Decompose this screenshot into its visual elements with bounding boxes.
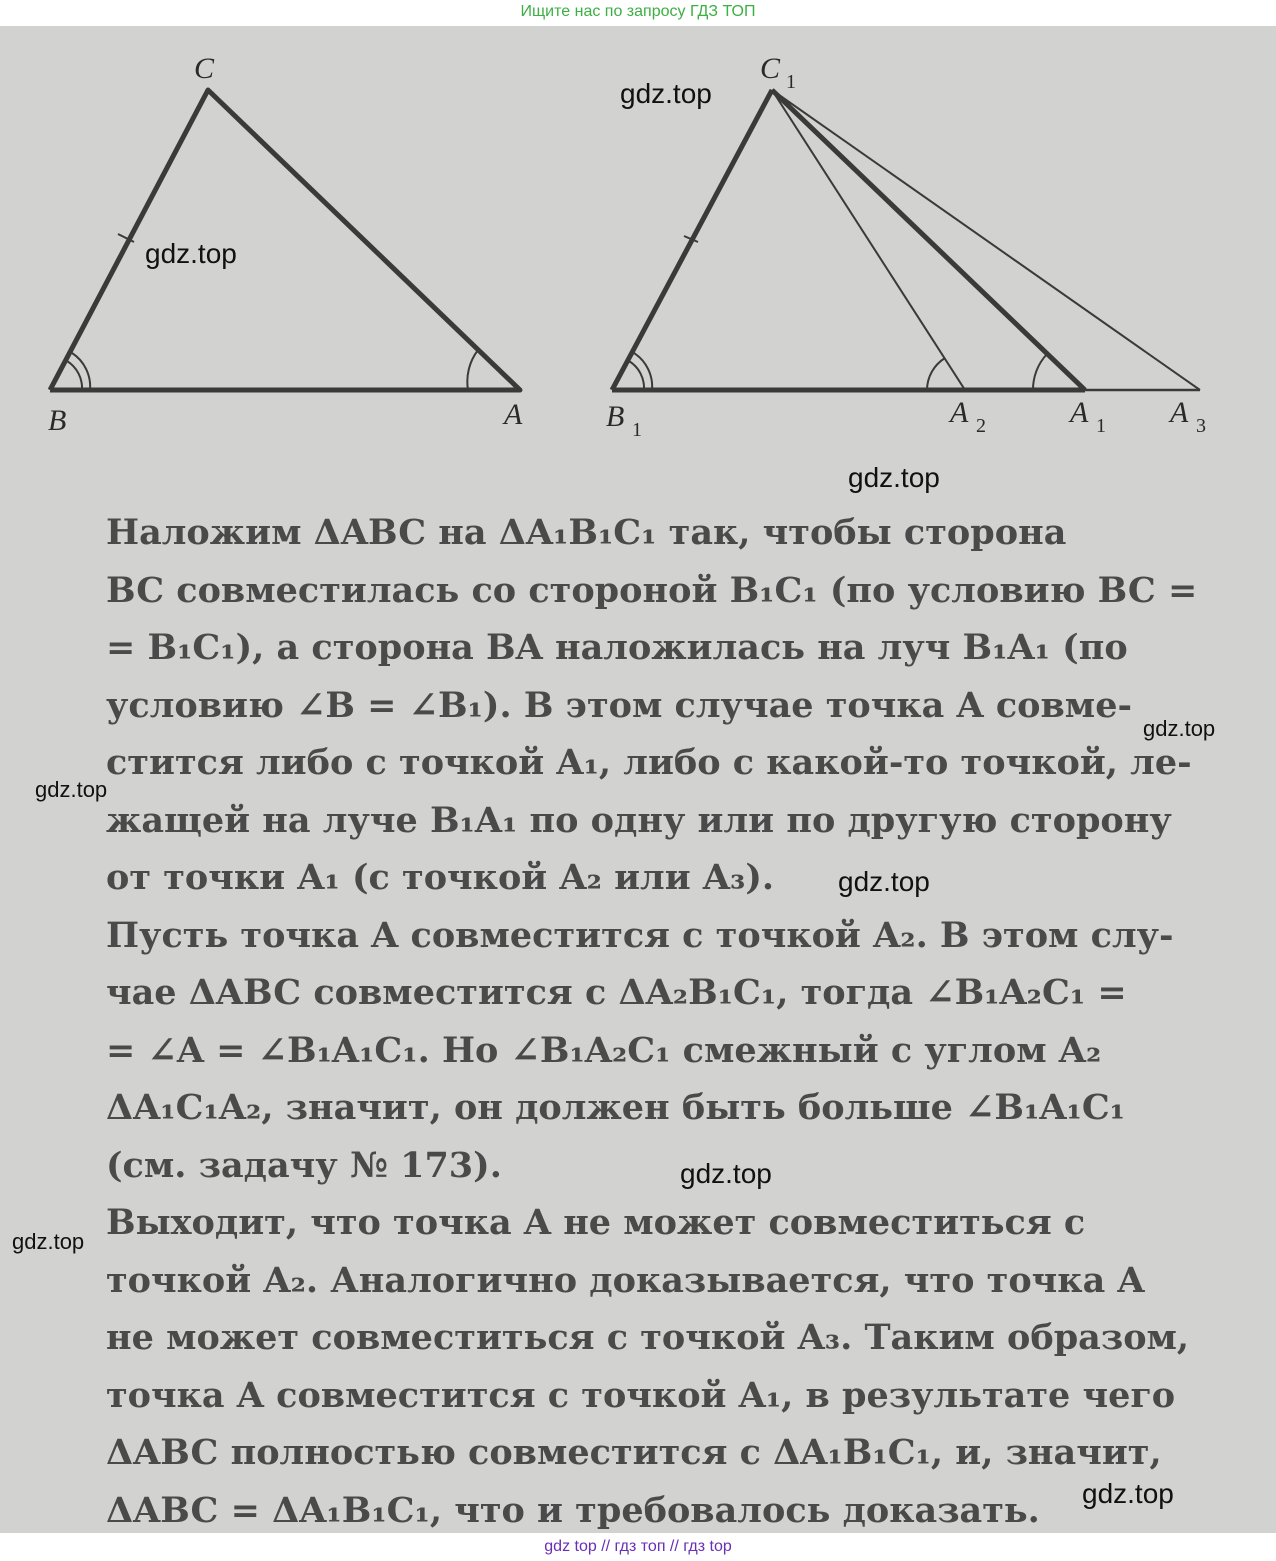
label-a2: [948, 396, 986, 437]
bottom-banner[interactable]: gdz top // гдз топ // гдз top: [544, 1538, 732, 1555]
text-line: Выходит, что точка A не может совместиться с: [106, 1202, 1086, 1243]
watermark-text: gdz.top: [620, 78, 712, 109]
text-line: чае ΔABC совместится с ΔA₂B₁C₁, тогда ∠B₁A₂C₁ =: [106, 972, 1127, 1013]
triangle-a1b1c1: [612, 90, 1200, 390]
paragraph-1: [48, 504, 1208, 907]
watermark-text: gdz.top: [1082, 1478, 1174, 1509]
text-line: BC совместилась со стороной B₁C₁ (по условию BC =: [106, 569, 1198, 611]
svg-text:A: A: [1070, 396, 1089, 429]
watermark-text: gdz.top: [848, 462, 940, 493]
label-b: B: [48, 404, 67, 437]
label-c: C: [194, 52, 215, 85]
text-line: условию ∠B = ∠B₁). В этом случае точка A совме-: [106, 684, 1133, 726]
text-line: ΔABC полностью совместится с ΔA₁B₁C₁, и, значит,: [106, 1432, 1162, 1473]
svg-text:A: A: [1170, 396, 1189, 429]
watermark-text: gdz.top: [680, 1158, 772, 1189]
svg-text:1: 1: [632, 419, 642, 441]
watermark-text: gdz.top: [35, 777, 108, 802]
watermark-text: gdz.top: [12, 1229, 85, 1254]
label-c1: [760, 52, 796, 93]
text-line: Наложим ΔABC на ΔA₁B₁C₁ так, чтобы сторона: [106, 512, 1067, 553]
svg-text:1: 1: [786, 71, 796, 93]
top-banner[interactable]: Ищите нас по запросу ГДЗ ТОП: [520, 3, 756, 20]
text-line: = ∠A = ∠B₁A₁C₁. Но ∠B₁A₂C₁ смежный с углом A₂: [106, 1029, 1102, 1071]
paragraph-2: [48, 907, 1208, 1195]
text-line: жащей на луче B₁A₁ по одну или по другую сторону: [106, 799, 1172, 841]
svg-text:B: B: [606, 400, 625, 433]
watermark-text: gdz.top: [838, 866, 930, 897]
svg-text:A: A: [950, 396, 969, 429]
text-line: стится либо с точкой A₁, либо с какой-то точкой, ле-: [106, 742, 1192, 783]
label-a1: [1068, 396, 1106, 437]
text-line: Пусть точка A совместится с точкой A₂. В этом слу-: [106, 914, 1174, 956]
label-b1: [606, 400, 642, 441]
text-line: не может совместиться с точкой A₃. Таким образом,: [106, 1317, 1190, 1358]
text-line: точка A совместится с точкой A₁, в результате чего: [106, 1374, 1176, 1416]
svg-text:C: C: [760, 52, 781, 85]
text-line: ΔA₁C₁A₂, значит, он должен быть больше ∠B₁A₁C₁: [106, 1087, 1126, 1128]
label-a3: [1168, 396, 1206, 437]
proof-text: [48, 504, 1208, 1539]
svg-text:2: 2: [976, 415, 986, 437]
text-line: точкой A₂. Аналогично доказывается, что точка A: [106, 1259, 1145, 1301]
text-line: ΔABC = ΔA₁B₁C₁, что и требовалось доказать.: [106, 1489, 1040, 1531]
text-line: от точки A₁ (с точкой A₂ или A₃).: [106, 857, 775, 898]
text-line: (см. задачу № 173).: [106, 1144, 502, 1186]
watermark-text: gdz.top: [1143, 716, 1216, 741]
paragraph-3: [48, 1194, 1208, 1539]
svg-text:1: 1: [1096, 415, 1106, 437]
text-line: = B₁C₁), а сторона BA наложилась на луч B₁A₁ (по: [106, 627, 1128, 668]
watermark-text: gdz.top: [145, 238, 237, 269]
label-a: A: [504, 398, 523, 431]
textbook-page: [0, 26, 1276, 1533]
triangle-abc: [50, 90, 520, 390]
svg-text:3: 3: [1196, 415, 1206, 437]
